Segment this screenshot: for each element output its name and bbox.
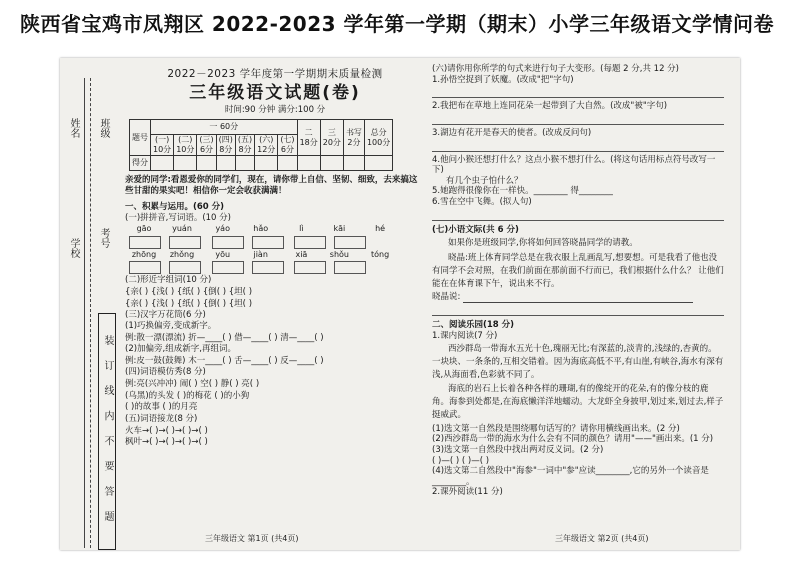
score-row-label: 得分 xyxy=(130,156,151,171)
binding-dash-line xyxy=(90,78,91,548)
pinyin: yuán xyxy=(172,224,192,234)
answer-prompt: 晓晶说: xyxy=(432,292,461,303)
score-cell[interactable] xyxy=(235,156,254,171)
answer-line[interactable] xyxy=(463,294,693,303)
question-heading: 2.课外阅读(11 分) xyxy=(432,487,503,498)
reading-paragraph: 海底的岩石上长着各种各样的珊瑚,有的像绽开的花朵,有的像分枝的鹿角。海参到处都是,在海底懒洋洋地蠕动。大龙虾全身披甲,划过来,划过去,样子挺威武。 xyxy=(432,384,724,420)
answer-box[interactable] xyxy=(252,236,284,249)
score-col-header: 书写 2分 xyxy=(343,120,364,156)
answer-line[interactable] xyxy=(432,87,724,98)
score-cell[interactable] xyxy=(278,156,297,171)
pinyin: zhǒng xyxy=(169,249,195,259)
answer-line[interactable] xyxy=(432,305,724,316)
score-part-header: (四) 8分 xyxy=(216,135,235,156)
answer-box-row xyxy=(125,261,425,274)
question-line: 枫叶→( )→( )→( )→( ) xyxy=(125,437,208,448)
answer-box-row xyxy=(125,236,425,249)
binding-field-school: 学校 xyxy=(68,238,79,258)
question-line: ( )的故事 ( )的月亮 xyxy=(125,402,198,413)
score-cell[interactable] xyxy=(343,156,364,171)
reading-paragraph: 西沙群岛一带海水五光十色,瑰丽无比;有深蓝的,淡青的,浅绿的,杏黄的。一块块、一条条的,互相交错着。因为海底高低不平,有山崖,有峡谷,海水有深有浅,从海面看,色彩就不同了。 xyxy=(432,344,724,380)
answer-box[interactable] xyxy=(169,261,201,274)
pinyin: kāi xyxy=(333,224,346,234)
section-heading: 二、阅读乐园(18 分) xyxy=(432,319,515,330)
score-part-header: (六) 12分 xyxy=(255,135,278,156)
score-col-header: 三 20分 xyxy=(320,120,343,156)
answer-box[interactable] xyxy=(129,261,161,274)
answer-box[interactable] xyxy=(212,236,244,249)
score-col-header: 总分 100分 xyxy=(364,120,392,156)
binding-strip: 装 订 线 内 不 要 答 题 xyxy=(98,313,116,550)
pinyin: shǒu xyxy=(329,249,349,259)
question-line: 火车→( )→( )→( )→( ) xyxy=(125,425,208,436)
question-line: (4)选文第二自然段中"海参"一词中"参"应读________,它的另外一个读音是________。 xyxy=(432,466,709,487)
question-line: 5.她跑得很像你在一样快。________ 得________ xyxy=(432,186,613,197)
exam-title: 三年级语文试题(卷) xyxy=(189,83,361,104)
question-line: 1.孙悟空捉到了妖魔。(改成"把"字句) xyxy=(432,74,574,85)
question-line: 6.雪在空中飞舞。(拟人句) xyxy=(432,197,532,207)
question-heading: (三)汉字万花筒(6 分) xyxy=(125,310,206,321)
exam-meta: 时间:90 分钟 满分:100 分 xyxy=(224,105,326,116)
question-line: (1)选文第一自然段是围绕哪句话写的？请你用横线画出来。(2 分) xyxy=(432,423,680,434)
question-heading: (一)拼拼音,写词语。(10 分) xyxy=(125,212,231,223)
score-cell[interactable] xyxy=(255,156,278,171)
question-line xyxy=(432,292,724,303)
question-heading: 1.课内阅读(7 分) xyxy=(432,330,498,341)
question-line: (2)西沙群岛一带的海水为什么会有不同的颜色？请用"——"画出来。(1 分) xyxy=(432,434,714,445)
page-footer-left: 三年级语文 第1页 (共4页) xyxy=(205,534,299,543)
score-part-header: (三) 6分 xyxy=(197,135,216,156)
answer-box[interactable] xyxy=(294,261,326,274)
score-table xyxy=(129,119,393,171)
question-line: 4.他问小猴还想打什么？这点小猴不想打什么。(将这句话用标点符号改写一下) xyxy=(432,154,716,176)
question-heading: (二)形近字组词(10 分) xyxy=(125,275,212,286)
score-cell[interactable] xyxy=(216,156,235,171)
answer-line[interactable] xyxy=(432,114,724,125)
question-line: 例:散一漂(漂流) 折—____( ) 借—____( ) 清—____( ) xyxy=(125,332,324,343)
answer-line[interactable] xyxy=(432,210,724,221)
document-headline: 陕西省宝鸡市凤翔区 2022-2023 学年第一学期（期末）小学三年级语文学情问卷 xyxy=(19,12,775,36)
binding-field-number: 考号 xyxy=(98,228,109,248)
pinyin: yōu xyxy=(215,249,231,259)
score-col-header: 二 18分 xyxy=(297,120,320,156)
pinyin: zhōng xyxy=(131,249,157,259)
score-part-header: (一) 10分 xyxy=(151,135,174,156)
score-header-label: 题号 xyxy=(130,120,151,156)
pinyin: hǎo xyxy=(253,224,269,234)
quote-text: 晓晶:班上体育同学总是在我衣服上乱画乱写,想要想。可是我看了他也没有同学不会对照，在我们前面在那前面不行而已，我们根据什么什么？ 让他们能在在体育课下午，说出来不行。 xyxy=(432,253,724,289)
pinyin: lì xyxy=(299,224,304,234)
pinyin: yáo xyxy=(215,224,230,234)
section-heading: 一、积累与运用。(60 分) xyxy=(125,201,225,212)
question-line: (2)加偏旁,组成新字,再组词。 xyxy=(125,344,236,355)
binding-field-name: 姓名 xyxy=(68,118,79,138)
score-cell[interactable] xyxy=(174,156,197,171)
question-line: 例:皮一鼓(鼓舞) 木一____( ) 舌—____( ) 反—____( ) xyxy=(125,355,324,366)
answer-box[interactable] xyxy=(212,261,244,274)
question-heading: (五)词语接龙(8 分) xyxy=(125,413,198,424)
score-part-header: (二) 10分 xyxy=(174,135,197,156)
question-heading: (四)词语模仿秀(8 分) xyxy=(125,367,206,378)
exam-subtitle: 2022－2023 学年度第一学期期末质量检测 xyxy=(167,68,383,80)
score-cell[interactable] xyxy=(320,156,343,171)
pinyin-row xyxy=(125,224,425,235)
score-cell[interactable] xyxy=(297,156,320,171)
question-line: 例:亮(兴冲冲) 闹( ) 空( ) 静( ) 亮( ) xyxy=(125,379,260,390)
pinyin: xiā xyxy=(295,249,308,259)
binding-field-class: 班级 xyxy=(98,118,109,138)
question-line: (1)巧换偏旁,变成新字。 xyxy=(125,320,217,331)
answer-line[interactable] xyxy=(432,141,724,152)
page-footer-right: 三年级语文 第2页 (共4页) xyxy=(555,534,649,543)
score-cell[interactable] xyxy=(151,156,174,171)
answer-box[interactable] xyxy=(129,236,161,249)
question-line: (3)选文第一自然段中找出两对反义词。(2 分) xyxy=(432,444,604,455)
question-heading: (六)请你用你所学的句式来进行句子大变形。(每题 2 分,共 12 分) xyxy=(432,64,680,74)
left-page xyxy=(125,60,425,449)
pinyin: hé xyxy=(375,224,386,234)
answer-box[interactable] xyxy=(169,236,201,249)
binding-line xyxy=(84,78,85,548)
question-line: {亲( ) {浅( ) {纸( ) {倒( ) {坦( ) xyxy=(125,287,253,298)
question-line: 2.我把布在草地上连同花朵一起带到了大自然。(改成"被"字句) xyxy=(432,101,668,112)
score-cell[interactable] xyxy=(197,156,216,171)
exam-note: 亲爱的同学:看恩爱你的同学们，现在，请你带上自信、坚韧、细致，去来搞这些甘甜的果实吧！相信你一定会收获满满！ xyxy=(125,175,418,197)
answer-box[interactable] xyxy=(252,261,284,274)
question-line: 3.湖边有花开是春天的使者。(改成反问句) xyxy=(432,127,592,138)
pinyin: tóng xyxy=(371,249,390,259)
question-line: 如果你是班级同学,你将如何回答晓晶同学的请教。 xyxy=(448,238,638,249)
right-page xyxy=(432,64,724,498)
binding-margin xyxy=(60,58,120,550)
question-line: {亲( ) {浅( ) {纸( ) {倒( ) {坦( ) xyxy=(125,298,253,309)
answer-box[interactable] xyxy=(334,261,366,274)
score-part-header: (五) 8分 xyxy=(235,135,254,156)
question-line: ( )—( ) ( )—( ) xyxy=(432,455,490,466)
question-heading: (七)小语文际(共 6 分) xyxy=(432,224,519,235)
score-cell[interactable] xyxy=(364,156,392,171)
pinyin: gāo xyxy=(136,224,152,234)
score-group-label: 一 60分 xyxy=(151,120,298,135)
question-line: (乌黑)的头发 ( )的梅花 ( )的小狗 xyxy=(125,390,250,401)
score-part-header: (七) 6分 xyxy=(278,135,297,156)
pinyin-row xyxy=(125,250,425,261)
question-line: 有几个虫子怕什么？ xyxy=(446,175,523,186)
answer-box[interactable] xyxy=(334,236,366,249)
pinyin: jiàn xyxy=(253,249,268,259)
answer-box[interactable] xyxy=(294,236,326,249)
